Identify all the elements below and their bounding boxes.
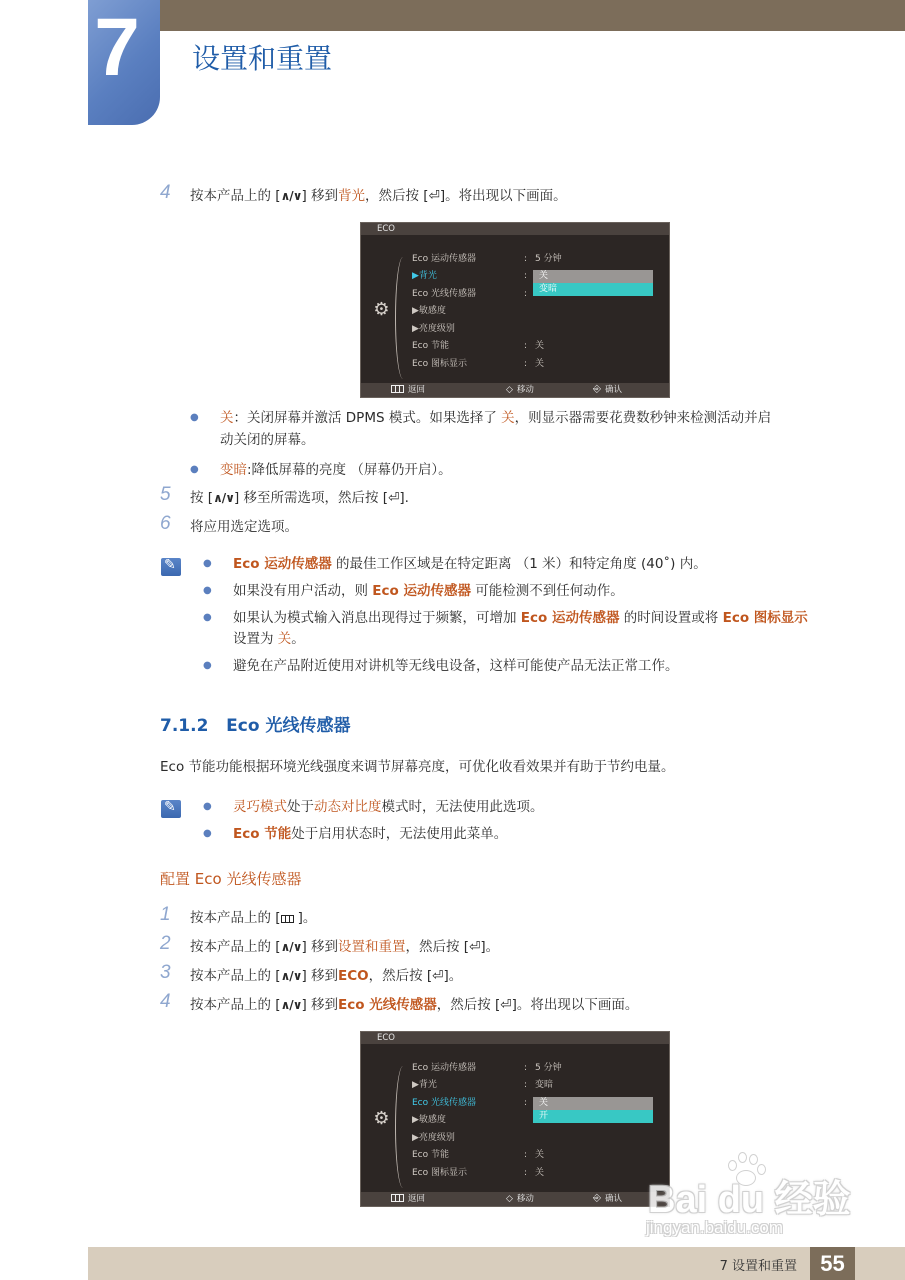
bullet-dot: ● xyxy=(203,801,212,812)
osd-value: 变暗 xyxy=(535,1080,554,1090)
step-number: 3 xyxy=(160,962,171,983)
osd-row-brightness-level: ▶亮度级别 xyxy=(412,324,455,334)
step-text: 按本产品上的 [ ]。 xyxy=(190,910,317,926)
osd-footer-back: 返回 xyxy=(391,1192,425,1206)
osd-screen-light-sensor: ECO ⚙ Eco 运动传感器 : 5 分钟 ▶背光 : 变暗 Eco 光线传感器 : ▶敏感度 ▶亮度级别 Eco 节能 : 关 Eco 图标显示 : 关 关 开 返回 ◇ 移动 ⎆ 确认 xyxy=(360,1031,670,1207)
osd-option-off: 关 xyxy=(533,1097,653,1110)
osd-header xyxy=(361,223,669,235)
osd-screen-backlight: ECO ⚙ Eco 运动传感器 : 5 分钟 ▶背光 : Eco 光线传感器 : ▶敏感度 ▶亮度级别 Eco 节能 : 关 Eco 图标显示 : 关 关 变暗 返回 ◇ 移动 ⎆ 确认 xyxy=(360,222,670,398)
bullet-dot: ● xyxy=(203,828,212,839)
osd-row-sensitivity: ▶敏感度 xyxy=(412,306,446,316)
footer-chapter: 7 设置和重置 xyxy=(719,1259,797,1274)
step-text: 按本产品上的 [∧/∨] 移到背光，然后按 [⏎]。将出现以下画面。 xyxy=(190,188,567,204)
step-text: 按本产品上的 [∧/∨] 移到ECO，然后按 [⏎]。 xyxy=(190,968,463,984)
osd-arc xyxy=(395,257,411,379)
step-text: 将应用选定选项。 xyxy=(190,519,298,535)
up-down-icon: ◇ xyxy=(506,385,513,395)
bullet-dot: ● xyxy=(203,612,212,623)
enter-key-icon: ⏎ xyxy=(432,968,444,984)
osd-dropdown xyxy=(533,1097,653,1123)
osd-row-light-sensor: Eco 光线传感器 xyxy=(412,289,477,299)
osd-footer xyxy=(361,383,669,397)
osd-value: 关 xyxy=(535,341,545,351)
osd-footer-back: 返回 xyxy=(391,383,425,397)
osd-row-backlight: ▶背光 xyxy=(412,1080,437,1090)
up-down-icon: ◇ xyxy=(506,1194,513,1204)
watermark xyxy=(640,1150,860,1250)
osd-footer-confirm: ⎆ 确认 xyxy=(593,1193,623,1204)
menu-icon xyxy=(391,385,404,393)
osd-row-eco-saving: Eco 节能 xyxy=(412,1150,450,1160)
top-bar xyxy=(160,0,905,31)
osd-footer-move: ◇ 移动 xyxy=(506,385,534,395)
step-number: 4 xyxy=(160,991,171,1012)
note-icon xyxy=(161,558,181,576)
osd-row-brightness-level: ▶亮度级别 xyxy=(412,1133,455,1143)
osd-row-eco-icon: Eco 图标显示 xyxy=(412,359,468,369)
osd-header xyxy=(361,1032,669,1044)
subsection-heading: 配置 Eco 光线传感器 xyxy=(160,870,302,888)
enter-key-icon: ⏎ xyxy=(469,939,481,955)
step-text: 按 [∧/∨] 移至所需选项，然后按 [⏎]. xyxy=(190,490,409,506)
enter-key-icon: ⏎ xyxy=(428,188,440,204)
step-number: 4 xyxy=(160,182,171,203)
osd-footer-confirm: ⎆ 确认 xyxy=(593,384,623,395)
up-down-key-icon: ∧/∨ xyxy=(280,940,302,954)
bullet-dot: ● xyxy=(203,660,212,671)
osd-option-off: 关 xyxy=(533,270,653,283)
enter-key-icon: ⏎ xyxy=(500,997,512,1013)
osd-footer-move: ◇ 移动 xyxy=(506,1194,534,1204)
menu-icon xyxy=(391,1194,404,1202)
osd-value: 关 xyxy=(535,1168,545,1178)
chapter-tab xyxy=(88,0,160,125)
chapter-number: 7 xyxy=(94,2,140,93)
osd-value: 5 分钟 xyxy=(535,1063,562,1073)
osd-row-motion-sensor: Eco 运动传感器 xyxy=(412,1063,477,1073)
bullet-dot: ● xyxy=(203,585,212,596)
up-down-key-icon: ∧/∨ xyxy=(280,189,302,203)
bullet-dot: ● xyxy=(190,464,199,475)
osd-value: 关 xyxy=(535,1150,545,1160)
step-text: 按本产品上的 [∧/∨] 移到设置和重置，然后按 [⏎]。 xyxy=(190,939,500,955)
note-icon xyxy=(161,800,181,818)
osd-row-motion-sensor: Eco 运动传感器 xyxy=(412,254,477,264)
osd-row-eco-icon: Eco 图标显示 xyxy=(412,1168,468,1178)
up-down-key-icon: ∧/∨ xyxy=(213,491,234,505)
osd-value: 关 xyxy=(535,359,545,369)
osd-row-light-sensor: Eco 光线传感器 xyxy=(412,1098,477,1108)
watermark-main: Bai du 经验 xyxy=(648,1179,851,1221)
osd-row-sensitivity: ▶敏感度 xyxy=(412,1115,446,1125)
osd-footer xyxy=(361,1192,669,1206)
osd-row-eco-saving: Eco 节能 xyxy=(412,341,450,351)
gear-icon: ⚙ xyxy=(373,1108,390,1129)
osd-header-text: ECO xyxy=(377,224,395,234)
osd-option-on: 开 xyxy=(533,1110,653,1123)
enter-icon: ⎆ xyxy=(593,1193,601,1204)
section-paragraph: Eco 节能功能根据环境光线强度来调节屏幕亮度，可优化收看效果并有助于节约电量。 xyxy=(160,759,675,775)
page-number: 55 xyxy=(810,1247,855,1280)
bullet-dot: ● xyxy=(203,558,212,569)
osd-row-backlight: ▶背光 xyxy=(412,271,437,281)
chapter-title: 设置和重置 xyxy=(192,42,333,75)
osd-header-text: ECO xyxy=(377,1033,395,1043)
gear-icon: ⚙ xyxy=(373,299,390,320)
menu-key-icon xyxy=(281,915,294,923)
list-item-continuation: 动关闭的屏幕。 xyxy=(220,432,315,448)
step-text: 按本产品上的 [∧/∨] 移到Eco 光线传感器，然后按 [⏎]。将出现以下画面。 xyxy=(190,997,639,1013)
step-number: 1 xyxy=(160,904,171,925)
step-number: 5 xyxy=(160,484,171,505)
bullet-dot: ● xyxy=(190,412,199,423)
up-down-key-icon: ∧/∨ xyxy=(280,969,302,983)
enter-icon: ⎆ xyxy=(593,384,601,395)
step-number: 2 xyxy=(160,933,171,954)
osd-option-dim: 变暗 xyxy=(533,283,653,296)
osd-arc xyxy=(395,1066,411,1188)
step-number: 6 xyxy=(160,513,171,534)
enter-key-icon: ⏎ xyxy=(388,490,400,506)
osd-dropdown xyxy=(533,270,653,296)
up-down-key-icon: ∧/∨ xyxy=(280,998,302,1012)
osd-value: 5 分钟 xyxy=(535,254,562,264)
watermark-url: jingyan.baidu.com xyxy=(646,1218,784,1237)
section-heading: 7.1.2 Eco 光线传感器 xyxy=(160,716,351,736)
note-item-continuation: 设置为 关。 xyxy=(233,631,305,647)
